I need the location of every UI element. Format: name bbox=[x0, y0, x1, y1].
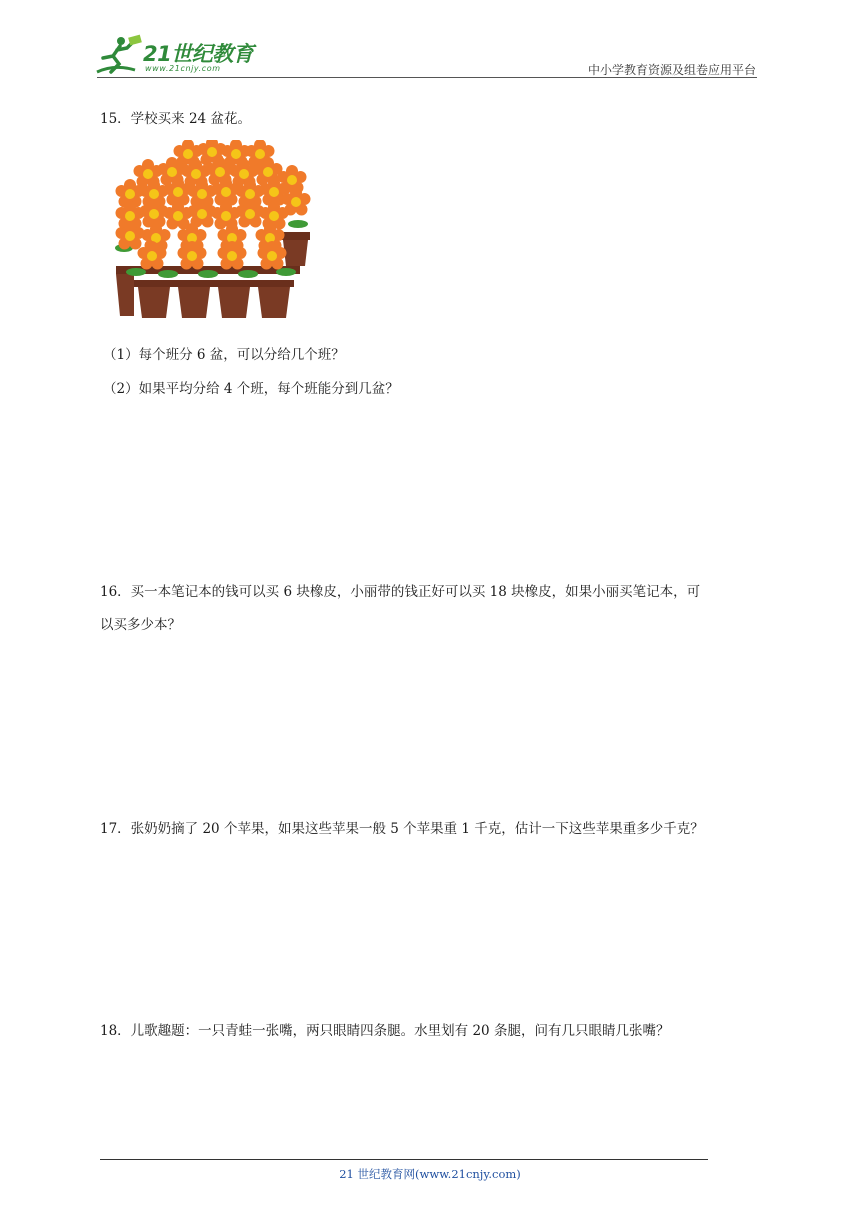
question-15-part-1: （1）每个班分 6 盆，可以分给几个班？ bbox=[103, 347, 345, 363]
page-header bbox=[0, 0, 860, 80]
question-15-part-2: （2）如果平均分给 4 个班，每个班能分到几盆？ bbox=[103, 381, 399, 397]
question-15-stem: 15．学校买来 24 盆花。 bbox=[100, 111, 251, 127]
header-divider bbox=[97, 77, 757, 78]
flower-pots-image bbox=[108, 140, 314, 322]
footer-divider bbox=[100, 1159, 708, 1160]
site-logo bbox=[95, 34, 265, 78]
footer-text: 21 世纪教育网(www.21cnjy.com) bbox=[339, 1167, 521, 1181]
logo-url: www.21cnjy.com bbox=[145, 64, 221, 73]
logo-text: 21世纪教育 bbox=[143, 42, 254, 66]
question-16-line-1: 16．买一本笔记本的钱可以买 6 块橡皮，小丽带的钱正好可以买 18 块橡皮，如果小丽买笔记本，可 bbox=[100, 584, 701, 600]
question-17-stem: 17．张奶奶摘了 20 个苹果，如果这些苹果一般 5 个苹果重 1 千克，估计一下这些苹果重多少千克？ bbox=[100, 821, 704, 837]
platform-title: 中小学教育资源及组卷应用平台 bbox=[587, 63, 756, 77]
question-16-line-2: 以买多少本？ bbox=[100, 617, 181, 633]
runner-logo-icon bbox=[95, 34, 145, 78]
question-18-stem: 18．儿歌趣题：一只青蛙一张嘴，两只眼睛四条腿。水里划有 20 条腿，问有几只眼睛几张嘴？ bbox=[100, 1023, 670, 1039]
